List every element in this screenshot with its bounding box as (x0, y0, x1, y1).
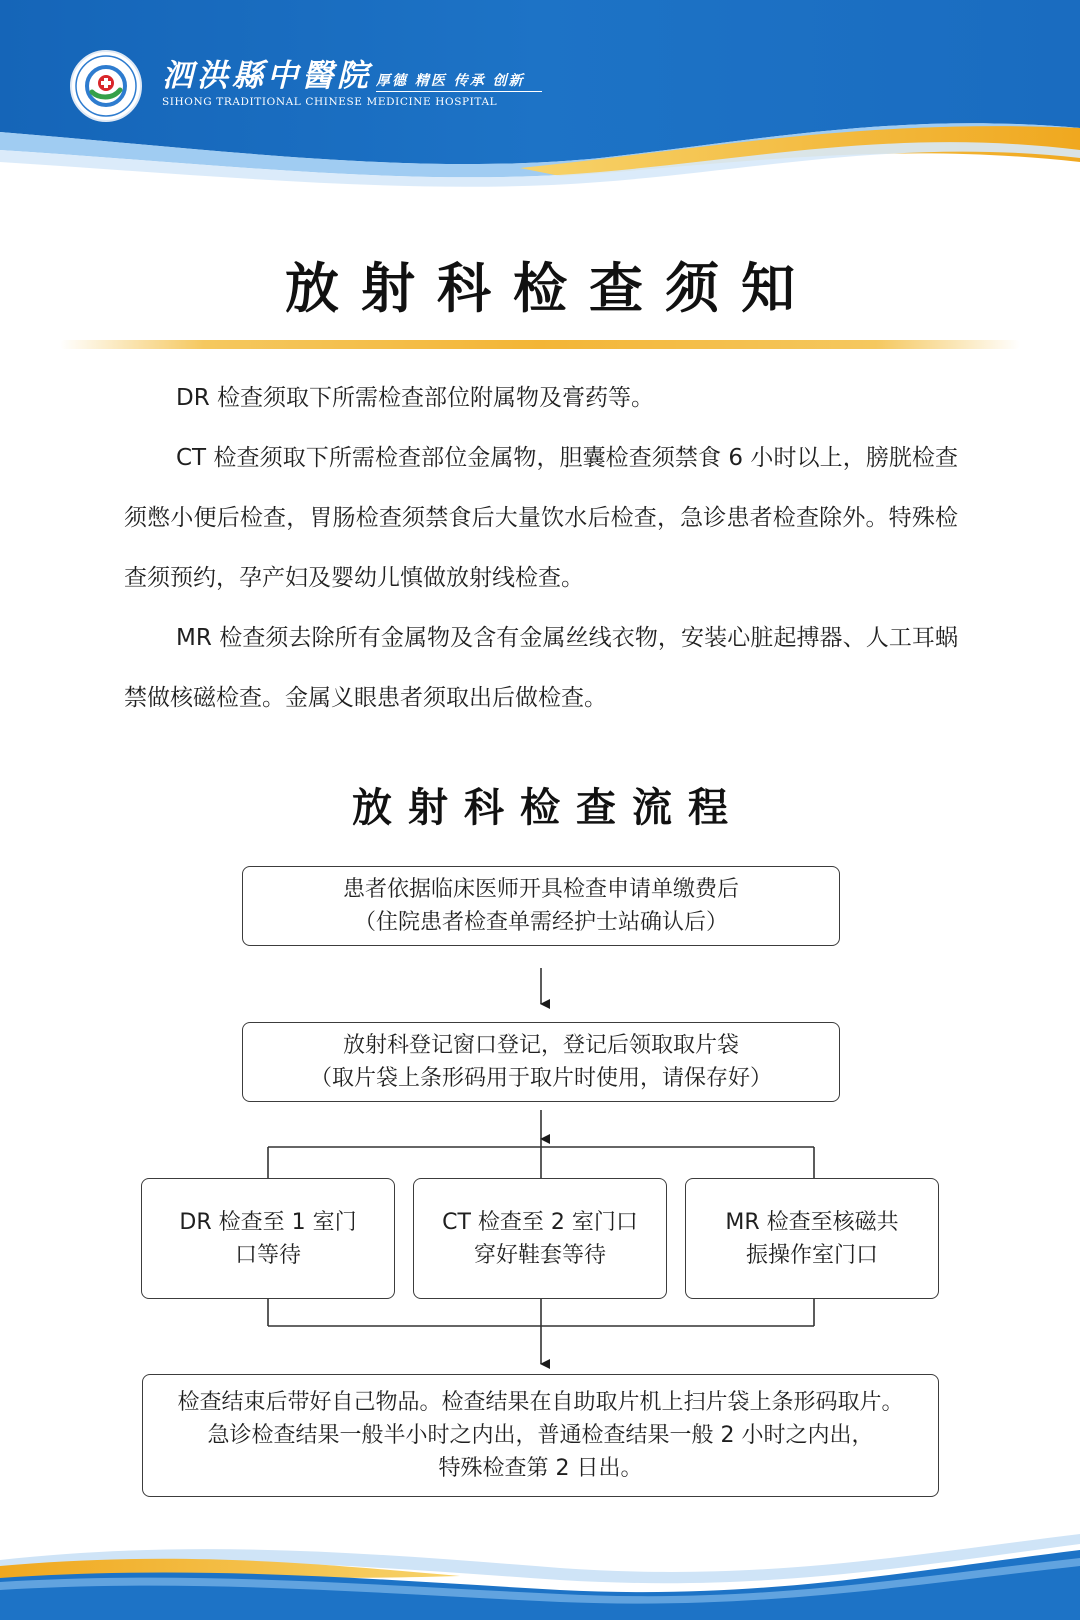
notice-paragraph-mr: MR 检查须去除所有金属物及含有金属丝线衣物，安装心脏起搏器、人工耳蜗禁做核磁检查。金属义眼患者须取出后做检查。 (124, 625, 958, 711)
flow-branch-mr-line1: MR 检查至核磁共 (725, 1209, 899, 1235)
process-title: 放射科检查流程 (352, 784, 744, 831)
flow-step-results-line1: 检查结束后带好自己物品。检查结果在自助取片机上扫片袋上条形码取片。 (177, 1390, 904, 1415)
hospital-name-en: SIHONG TRADITIONAL CHINESE MEDICINE HOSPITAL (162, 96, 498, 108)
notice-paragraph-dr: DR 检查须取下所需检查部位附属物及膏药等。 (176, 385, 655, 411)
footer-banner (0, 1520, 1080, 1620)
flow-step-results-line3: 特殊检查第 2 日出。 (438, 1456, 643, 1481)
hospital-motto: 厚德 精医 传承 创新 (376, 73, 525, 89)
flow-step-registration-line1: 放射科登记窗口登记，登记后领取取片袋 (342, 1033, 739, 1058)
flow-branch-mr-line2: 振操作室门口 (745, 1242, 878, 1268)
flow-step-payment (242, 866, 840, 946)
hospital-name-cn: 泗洪縣中醫院 (162, 58, 372, 94)
flow-branch-ct-line1: CT 检查至 2 室门口 (442, 1209, 638, 1235)
flow-branch-dr-line1: DR 检查至 1 室门 (179, 1209, 357, 1235)
flow-step-registration-line2: （取片袋上条形码用于取片时使用，请保存好） (309, 1066, 772, 1091)
flow-step-results-line2: 急诊检查结果一般半小时之内出，普通检查结果一般 2 小时之内出， (207, 1423, 874, 1448)
notice-paragraph-ct: CT 检查须取下所需检查部位金属物，胆囊检查须禁食 6 小时以上，膀胱检查须憋小便后检查，胃肠检查须禁食后大量饮水后检查，急诊患者检查除外。特殊检查须预约，孕产妇及婴幼儿慎做放射线检查。 (124, 445, 958, 591)
flow-branch-dr (141, 1178, 395, 1299)
flow-branch-ct (413, 1178, 667, 1299)
flow-step-payment-line2: （住院患者检查单需经护士站确认后） (353, 910, 728, 935)
flow-branch-mr (685, 1178, 939, 1299)
footer-wave-graphic (0, 1520, 1080, 1620)
flow-step-registration (242, 1022, 840, 1102)
notice-title: 放射科检查须知 (285, 256, 817, 320)
flow-step-results (142, 1374, 939, 1497)
flow-step-payment-line1: 患者依据临床医师开具检查申请单缴费后 (342, 877, 739, 902)
flow-branch-dr-line2: 口等待 (234, 1242, 301, 1268)
flow-branch-ct-line2: 穿好鞋套等待 (473, 1242, 606, 1268)
